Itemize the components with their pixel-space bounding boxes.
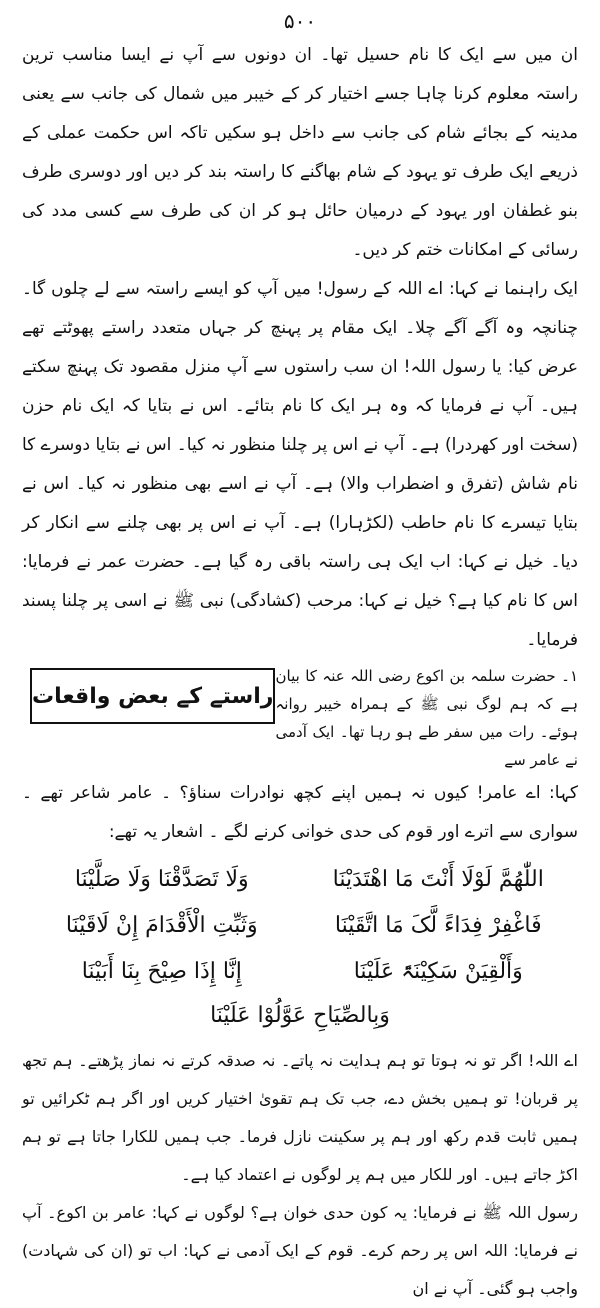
intro-paragraph: ان میں سے ایک کا نام حسیل تھا۔ ان دونوں سے آپ نے ایسا مناسب ترین راستہ معلوم کرنا چاہا جسے اختیار کر کے خیبر میں شمال کی جانب سے یعنی مدینہ کے بجائے شام کی جانب سے داخل ہو سکیں تاکہ اس حکمت عملی کے ذریعے ایک طرف تو یہود کے شام بھاگنے کا راستہ بند کر دیں اور دوسری طرف بنو غطفان اور یہود کے درمیان حائل ہو کر ان کی طرف سے کسی مدد کی رسائی کے امکانات ختم کر دیں۔ [22,45,578,260]
verse-hemistich-right: وَأَلْقِیَنْ سَکِیْنَۃً عَلَیْنَا [353,958,523,984]
verse-row [22,856,578,902]
verse-row [22,902,578,948]
closing-paragraph: رسول اللہ ﷺ نے فرمایا: یہ کون حدی خوان ہے؟ لوگوں نے کہا: عامر بن اکوع۔ آپ نے فرمایا: اللہ اس پر رحم کرے۔ قوم کے ایک آدمی نے کہا: اب تو (ان کی شہادت) واجب ہو گئی۔ آپ نے ان [22,1203,578,1298]
verse-hemistich-left: إِنَّا إِذَا صِیْحَ بِنَا أَبَیْنَا [81,958,242,984]
after-poem [22,1042,578,1308]
poem [22,856,578,1038]
amir-paragraph: کہا: اے عامر! کیوں نہ ہمیں اپنے کچھ نوادرات سناؤ؟ ۔ عامر شاعر تھے ۔ سواری سے اترے اور قوم کی حدی خوانی کرنے لگے ۔ اشعار یہ تھے: [22,783,578,842]
section-intro-text: ۱۔ حضرت سلمہ بن اکوع رضی اللہ عنہ کا بیان ہے کہ ہم لوگ نبی ﷺ کے ہمراہ خیبر روانہ ہوئے۔ رات میں سفر طے ہو رہا تھا۔ ایک آدمی نے عامر سے [275,667,578,769]
section-road-incidents [22,662,578,774]
guide-paragraph: ایک راہنما نے کہا: اے اللہ کے رسول! میں آپ کو ایسے راستہ سے لے چلوں گا۔ چنانچہ وہ آگے آگے چلا۔ ایک مقام پر پہنچ کر جہاں متعدد راستے پھوٹتے تھے عرض کیا: یا رسول اللہ! ان سب راستوں سے آپ منزل مقصود تک پہنچ سکتے ہیں۔ آپ نے فرمایا کہ وہ ہر ایک کا نام بتائے۔ اس نے بتایا کہ ایک نام حزن (سخت اور کھردرا) ہے۔ آپ نے اس پر چلنا منظور نہ کیا۔ اس نے بتایا دوسرے کا نام شاش (تفرق و اضطراب والا) ہے۔ آپ نے اسے بھی منظور نہ کیا۔ اس نے بتایا تیسرے کا نام حاطب (لکڑہارا) ہے۔ آپ نے اس پر بھی چلنے سے انکار کر دیا۔ خیل نے کہا: اب ایک ہی راستہ باقی رہ گیا ہے۔ حضرت عمر نے فرمایا: اس کا نام کیا ہے؟ خیل نے کہا: مرحب (کشادگی) نبی ﷺ نے اسی پر چلنا پسند فرمایا۔ [22,279,578,650]
verse-hemistich-right: اللّٰھُمَّ لَوْلَا أَنْتَ مَا اھْتَدَیْنَا [332,866,544,892]
verse-hemistich-left: وَثَبِّتِ الْأَقْدَامَ إِنْ لَاقَیْنَا [65,912,258,938]
section-heading: راستے کے بعض واقعات [32,683,274,709]
verse-final-line: وَبِالصِّیَاحِ عَوَّلُوْا عَلَیْنَا [210,1003,390,1028]
verse-hemistich-right: فَاغْفِرْ فِدَاءً لَّکَ مَا اتَّقَیْنَا [334,912,542,938]
verse-row [22,948,578,994]
translation-paragraph: اے اللہ! اگر تو نہ ہوتا تو ہم ہدایت نہ پاتے۔ نہ صدقہ کرتے نہ نماز پڑھتے۔ ہم تجھ پر قربان! تو ہمیں بخش دے، جب تک ہم تقویٰ اختیار کریں اور اگر ہم ٹکرائیں تو ہمیں ثابت قدم رکھ اور ہم پر سکینت نازل فرما۔ جب ہمیں للکارا جاتا ہے تو ہم اکڑ جاتے ہیں۔ اور للکار میں ہم پر لوگوں نے اعتماد کیا ہے۔ [22,1051,578,1184]
page-number: ۵۰۰ [283,9,317,33]
section-heading-box [30,668,275,724]
verse-hemistich-left: وَلَا تَصَدَّقْنَا وَلَا صَلَّیْنَا [74,866,249,892]
